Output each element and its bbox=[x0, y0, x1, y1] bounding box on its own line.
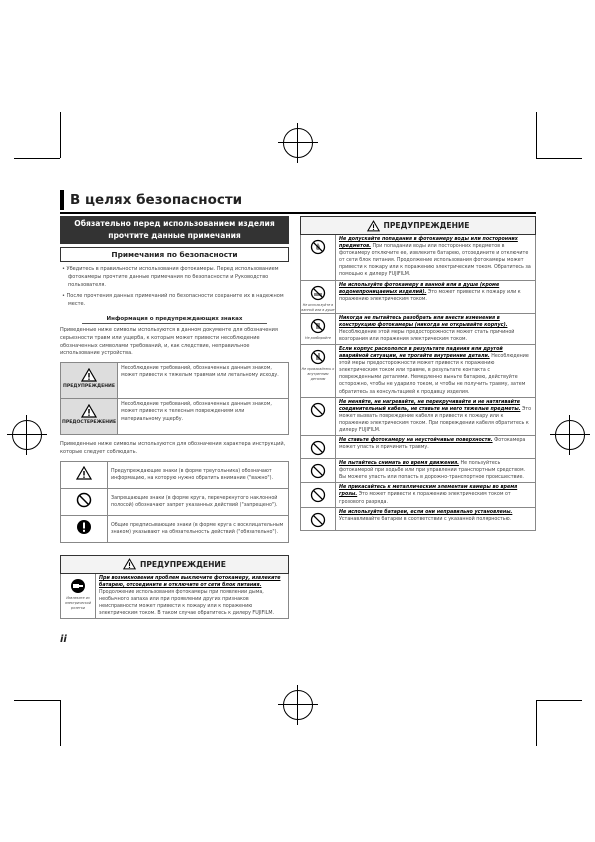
warning-item bbox=[300, 235, 536, 281]
crop-mark bbox=[536, 700, 582, 701]
icon-legend-table bbox=[60, 461, 289, 543]
warning-signs-heading: Информация о предупреждающих знаках bbox=[82, 316, 267, 324]
warning-text: Не допускайте попадания в фотокамеру воды или посторонних предметов. При попадании воды или посторонних предметов в фотокамеру отключите ее, извлеките батарею, отсоедините и отключите от сети блок питания. Продолжение использования фотокамеры может привести к пожару или к поражению электрическим током. Обратитесь за помощью к дилеру FUJIFILM. bbox=[339, 237, 531, 278]
severity-label: ПРЕДОСТЕРЕЖЕНИЕ bbox=[62, 420, 117, 426]
warning-text: Не прикасайтесь к металлическим элементам камеры во время грозы. Это может привести к поражению электрическим током от грозового разряда. bbox=[339, 485, 518, 505]
bullet-item: • Убедитесь в правильности использования фотокамеры. Перед использованием фотокамеры прочтите данные примечания по безопасности и Руководство пользователя. bbox=[62, 266, 279, 288]
crop-mark bbox=[60, 112, 61, 158]
icon-desc: Общие предписывающие знаки (в форме круга с восклицательным знаком) указывают на обязательность действий ("обязательно"). bbox=[108, 515, 289, 542]
prohibited-icon bbox=[310, 440, 326, 456]
registration-mark bbox=[555, 420, 585, 450]
warning-icon-cell: Извлеките из электрической розетки bbox=[61, 574, 96, 619]
warning-text: При возникновении проблем выключите фотокамеру, извлеките батарею, отсоедините и отключите от сети блок питания. Продолжение использования фотокамеры при появлении дыма, необычного запаха или при проявлении других признаков неисправности может привести к пожару или к поражению электрическим током. В таком случае обратитесь к дилеру FUJIFILM. bbox=[99, 575, 281, 617]
icon-desc: Предупреждающие знаки (в форме треугольника) обозначают информацию, на которую нужно обратить внимание ("важно"). bbox=[108, 461, 289, 488]
attention-triangle-icon bbox=[76, 466, 92, 480]
no-water-icon bbox=[310, 239, 326, 255]
warning-item bbox=[300, 281, 536, 314]
must-read-banner: Обязательно перед использованием изделия прочтите данные примечания bbox=[60, 216, 289, 244]
warning-icon-cell bbox=[301, 436, 336, 458]
icon-cell bbox=[61, 515, 108, 542]
no-touch-icon bbox=[310, 349, 326, 365]
no-disassembly-icon bbox=[310, 318, 326, 334]
symbol-cell bbox=[61, 363, 118, 399]
prohibited-icon bbox=[76, 492, 92, 508]
warning-triangle-icon bbox=[367, 220, 380, 232]
icon-desc: Запрещающие знаки (в форме круга, перечеркнутого наклонной полосой) обозначают запрет указанных действий ("запрещено"). bbox=[108, 488, 289, 515]
warning-header: ПРЕДУПРЕЖДЕНИЕ bbox=[300, 216, 536, 235]
warning-item bbox=[300, 314, 536, 345]
warning-triangle-icon bbox=[81, 368, 97, 382]
symbol-cell bbox=[61, 399, 118, 435]
warning-triangle-icon bbox=[81, 404, 97, 418]
warning-text: Не меняйте, не нагревайте, не перекручивайте и не натягивайте соединительный кабель, не ставьте на него тяжелые предметы. Это может вызвать повреждение кабеля и привести к пожару или к поражению электрическим током. При повреждении кабеля обратитесь к дилеру FUJIFILM. bbox=[339, 399, 532, 433]
warning-text: Никогда не пытайтесь разобрать или внести изменения в конструкцию фотокамеры (никогда не открывайте корпус). Несоблюдение этой меры предосторожности может стать причиной возгорания или поражения электрическим током. bbox=[339, 315, 515, 342]
page-title: В целях безопасности bbox=[60, 190, 546, 210]
severity-label: ПРЕДУПРЕЖДЕНИЕ bbox=[63, 384, 116, 390]
warning-text: Не используйте батареи, если они неправильно установлены. Устанавливайте батареи в соответствии с указанной полярностью. bbox=[339, 509, 513, 522]
warning-text: Не ставьте фотокамеру на неустойчивые поверхности. Фотокамера может упасть и причинить травму. bbox=[339, 438, 526, 451]
crop-mark bbox=[14, 700, 60, 701]
icon-cell bbox=[61, 488, 108, 515]
crop-mark bbox=[536, 112, 537, 158]
warning-item bbox=[300, 345, 536, 398]
prohibited-icon bbox=[310, 402, 326, 418]
registration-mark bbox=[12, 420, 42, 450]
warning-item bbox=[300, 398, 536, 436]
prohibited-icon bbox=[310, 512, 326, 528]
table-row bbox=[61, 515, 289, 542]
prohibited-icon bbox=[310, 463, 326, 479]
warning-icon-cell bbox=[301, 459, 336, 482]
warning-icon-cell: Не прикасайтесь к внутренним деталям bbox=[301, 345, 336, 397]
warning-text: Если корпус раскололся в результате падения или другой аварийной ситуации, не трогайте внутренние детали. Несоблюдение этой меры предосторожности может привести к поражению электрическим током или травме, в результате контакта с поврежденными деталями. Немедленно выньте батарею, действуйте осторожно, чтобы не ударило током, и чтобы не получить травму, затем обратитесь за консультацией к продавцу изделия. bbox=[339, 346, 529, 395]
warning-header: ПРЕДУПРЕЖДЕНИЕ bbox=[60, 555, 289, 574]
instr-paragraph: Приведенные ниже символы используются для обозначения характера инструкций, которые следует соблюдать. bbox=[60, 441, 286, 455]
warning-icon-cell bbox=[301, 235, 336, 280]
warning-icon-cell: Не разбирайте bbox=[301, 314, 336, 344]
severity-desc: Несоблюдение требований, обозначенных данным знаком, может привести к телесным повреждениям или материальному ущербу. bbox=[118, 399, 289, 435]
table-row bbox=[61, 363, 289, 399]
left-column bbox=[60, 216, 289, 619]
warning-text: Не используйте фотокамеру в ванной или в душе (кроме водонепроницаемых изделий). Это может привести к пожару или к поражению электрическим током. bbox=[339, 282, 521, 302]
crop-mark bbox=[536, 700, 537, 746]
warning-item bbox=[300, 508, 536, 531]
prohibited-icon bbox=[310, 487, 326, 503]
warning-item bbox=[300, 483, 536, 507]
severity-desc: Несоблюдение требований, обозначенных данным знаком, может привести к тяжелым травмам или летальному исходу. bbox=[118, 363, 289, 399]
warning-item bbox=[60, 574, 289, 620]
crop-mark bbox=[60, 700, 61, 746]
table-row bbox=[61, 488, 289, 515]
warning-icon-cell bbox=[301, 508, 336, 530]
crop-mark bbox=[14, 158, 60, 159]
table-row bbox=[61, 399, 289, 435]
table-row bbox=[61, 461, 289, 488]
warning-item bbox=[300, 436, 536, 459]
mandatory-exclamation-icon bbox=[76, 519, 92, 535]
warning-icon-cell bbox=[301, 398, 336, 435]
info-paragraph: Приведенные ниже символы используются в данном документе для обозначения серьезности травм или ущерба, к которым может привести несоблюдение обозначенных символами требований, и, как следствие, неправильное использование устройства. bbox=[60, 327, 278, 357]
warning-icon-cell: Не используйте в ванной или в душе bbox=[301, 281, 336, 313]
icon-cell bbox=[61, 461, 108, 488]
severity-table bbox=[60, 362, 289, 435]
bullet-item: • После прочтения данных примечаний по безопасности сохраните их в надежном месте. bbox=[62, 293, 284, 307]
unplug-icon bbox=[70, 578, 86, 594]
page-number: ii bbox=[60, 634, 67, 645]
title-rule bbox=[60, 212, 536, 214]
warning-triangle-icon bbox=[123, 558, 136, 570]
no-bath-icon bbox=[310, 285, 326, 301]
warning-text: Не пытайтесь снимать во время движения. Не пользуйтесь фотокамерой при ходьбе или при управлении транспортным средством. Вы можете упасть или попасть в дорожно-транспортное происшествие. bbox=[339, 461, 526, 481]
warning-icon-cell bbox=[301, 483, 336, 506]
safety-notes-heading: Примечания по безопасности bbox=[60, 247, 289, 262]
registration-mark bbox=[283, 128, 313, 158]
crop-mark bbox=[536, 158, 582, 159]
registration-mark bbox=[283, 690, 313, 720]
right-column bbox=[300, 216, 536, 531]
warning-item bbox=[300, 459, 536, 483]
